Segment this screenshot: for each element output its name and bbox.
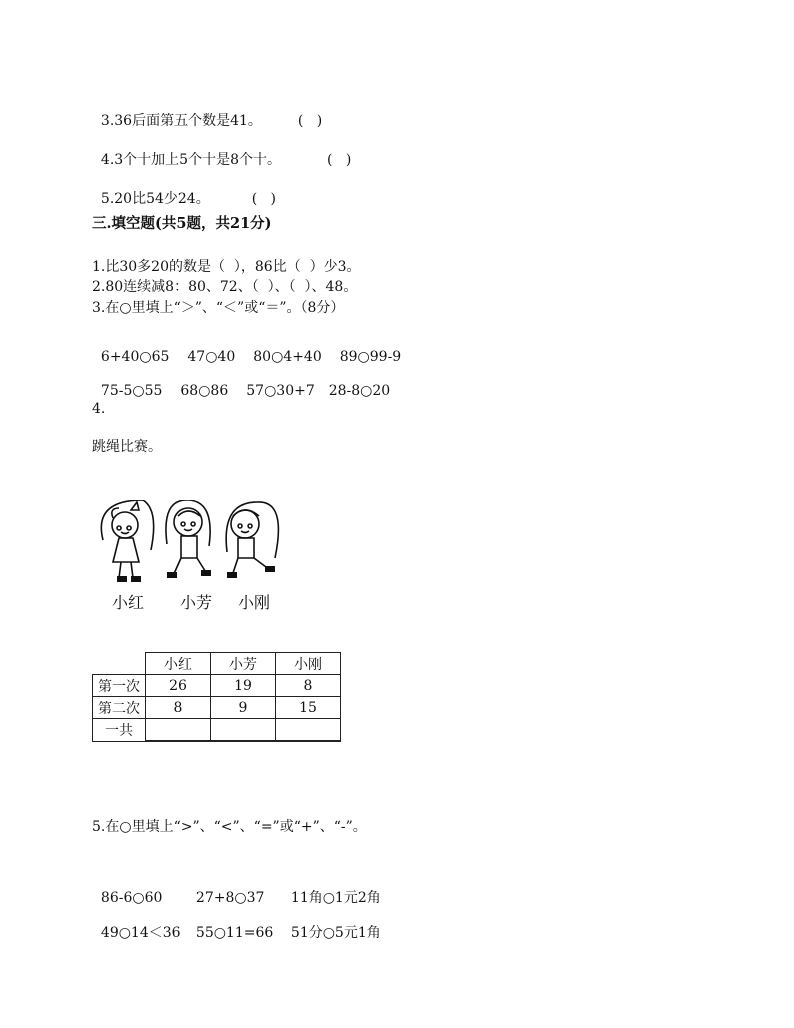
q5-row-1: 86-6○60 27+8○37 11角○1元2角 <box>100 890 381 906</box>
table-header-row <box>93 653 341 675</box>
fill-question-5: 5.在○里填上“>”、“<”、“=”或“+”、“-”。 <box>92 819 367 835</box>
table-cell: 15 <box>276 697 341 719</box>
question-4-number: 4. <box>92 401 106 417</box>
table-row <box>93 697 341 719</box>
answer-blank[interactable] <box>146 719 211 742</box>
row-label: 一共 <box>93 719 146 742</box>
answer-bracket: ( ) <box>297 113 323 129</box>
fill-question-1: 1.比30多20的数是（ ），86比（ ）少3。 <box>92 259 361 275</box>
kid-name: 小芳 <box>180 593 213 612</box>
compare-row-2: 75-5○55 68○86 57○30+7 28-8○20 <box>100 383 391 399</box>
row-label: 第一次 <box>93 675 146 697</box>
jump-rope-kids-illustration <box>95 500 295 590</box>
table-cell: 8 <box>146 697 211 719</box>
q5-row-2: 49○14＜36 55○11=66 51分○5元1角 <box>100 925 381 941</box>
judge-item-4: 4.3个十加上5个十是8个十。 ( ) <box>100 152 352 168</box>
answer-bracket: ( ) <box>327 152 352 168</box>
compare-row-1: 6+40○65 47○40 80○4+40 89○99-9 <box>100 349 402 365</box>
table-header-cell: 小红 <box>146 653 211 675</box>
table-header-cell: 小芳 <box>211 653 276 675</box>
row-label: 第二次 <box>93 697 146 719</box>
section-title: 三.填空题(共5题，共21分) <box>92 215 272 232</box>
jump-rope-score-table <box>92 652 341 742</box>
judge-item-5: 5.20比54少24。 ( ) <box>100 191 276 207</box>
table-row <box>93 719 341 742</box>
kid-name: 小刚 <box>238 593 271 612</box>
question-4-title: 跳绳比赛。 <box>92 439 162 455</box>
fill-question-2: 2.80连续减8：80、72、（ ）、（ ）、48。 <box>92 279 358 295</box>
answer-blank[interactable] <box>211 719 276 742</box>
table-cell: 8 <box>276 675 341 697</box>
table-cell: 26 <box>146 675 211 697</box>
table-header-cell: 小刚 <box>276 653 341 675</box>
fill-question-3: 3.在○里填上“＞”、“＜”或“＝”。（8分） <box>92 300 345 316</box>
kid-name: 小红 <box>112 593 145 612</box>
judge-item-3: 3.36后面第五个数是41。 ( ) <box>100 113 323 129</box>
table-row <box>93 675 341 697</box>
table-cell: 19 <box>211 675 276 697</box>
table-corner-cell <box>93 653 146 675</box>
answer-bracket: ( ) <box>251 191 276 207</box>
answer-blank[interactable] <box>276 719 341 742</box>
table-cell: 9 <box>211 697 276 719</box>
